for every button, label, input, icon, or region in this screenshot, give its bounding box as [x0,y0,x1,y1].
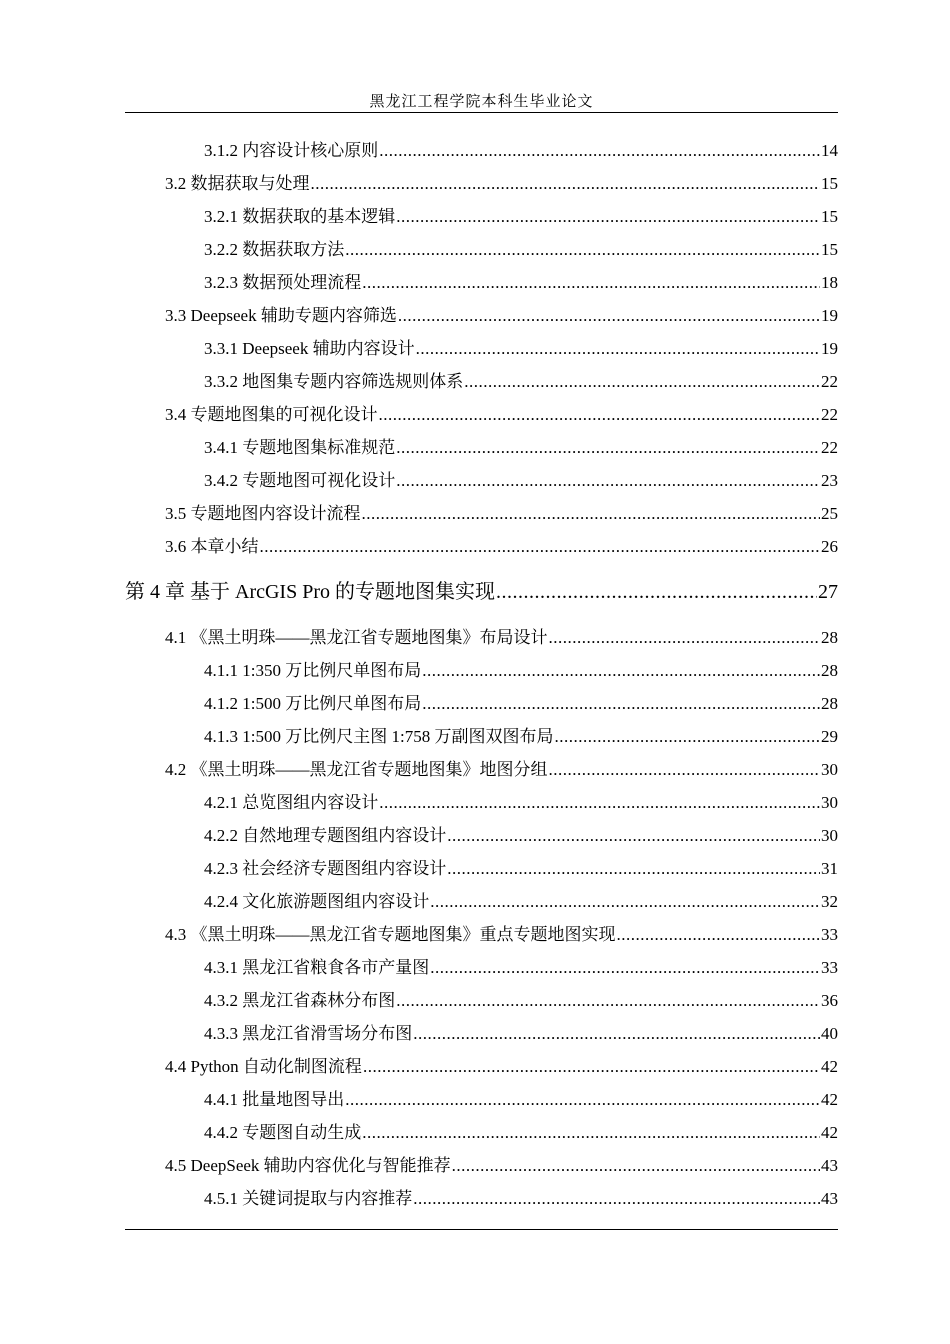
toc-dot-leader [396,200,820,233]
toc-page-number: 22 [821,372,838,391]
toc-dot-leader [430,951,820,984]
toc-entry[interactable] [125,332,838,365]
toc-entry-title: 第 4 章 基于 ArcGIS Pro 的专题地图集实现 [125,581,495,603]
header-rule [125,112,838,113]
toc-dot-leader [260,530,821,563]
toc-dot-leader [422,654,820,687]
toc-entry[interactable] [125,530,838,563]
toc-dot-leader [362,266,820,299]
toc-page-number: 40 [821,1024,838,1043]
toc-entry-title: 4.3.1 黑龙江省粮食各市产量图 [204,958,430,977]
toc-dot-leader [362,1116,820,1149]
toc-dot-leader [396,431,820,464]
toc-dot-leader [554,720,820,753]
toc-page-number: 42 [821,1057,838,1076]
toc-page-number: 33 [821,958,838,977]
toc-dot-leader [396,984,820,1017]
toc-entry[interactable] [125,621,838,654]
toc-page-number: 43 [821,1189,838,1208]
toc-dot-leader [416,332,820,365]
toc-entry-title: 3.2.3 数据预处理流程 [204,273,362,292]
toc-entry[interactable] [125,786,838,819]
toc-entry-title: 3.3.2 地图集专题内容筛选规则体系 [204,372,464,391]
toc-entry[interactable] [125,233,838,266]
toc-entry-title: 3.2.2 数据获取方法 [204,240,345,259]
toc-page-number: 43 [821,1156,838,1175]
toc-entry[interactable] [125,951,838,984]
toc-entry[interactable] [125,753,838,786]
toc-entry-title: 4.2.2 自然地理专题图组内容设计 [204,826,447,845]
toc-entry-title: 3.4.2 专题地图可视化设计 [204,471,396,490]
toc-dot-leader [549,753,821,786]
toc-dot-leader [430,885,820,918]
toc-dot-leader [345,1083,820,1116]
toc-entry[interactable] [125,299,838,332]
toc-dot-leader [379,786,820,819]
toc-dot-leader [549,621,821,654]
toc-entry-title: 4.2 《黑土明珠——黑龙江省专题地图集》地图分组 [165,760,548,779]
toc-entry[interactable] [125,1017,838,1050]
toc-page-number: 42 [821,1090,838,1109]
toc-entry[interactable] [125,1182,838,1215]
toc-page-number: 22 [821,405,838,424]
table-of-contents [125,134,838,1215]
toc-entry-title: 4.4.2 专题图自动生成 [204,1123,362,1142]
toc-page-number: 28 [821,628,838,647]
toc-entry-title: 4.1.1 1:350 万比例尺单图布局 [204,661,422,680]
toc-entry[interactable] [125,720,838,753]
toc-dot-leader [379,134,820,167]
toc-page-number: 29 [821,727,838,746]
toc-page-number: 15 [821,174,838,193]
toc-entry-title: 4.2.3 社会经济专题图组内容设计 [204,859,447,878]
toc-page-number: 25 [821,504,838,523]
toc-entry[interactable] [125,1083,838,1116]
toc-page-number: 23 [821,471,838,490]
toc-entry[interactable] [125,852,838,885]
toc-dot-leader [362,497,821,530]
toc-entry[interactable] [125,918,838,951]
toc-dot-leader [413,1182,820,1215]
toc-entry-title: 4.1 《黑土明珠——黑龙江省专题地图集》布局设计 [165,628,548,647]
toc-entry[interactable] [125,200,838,233]
toc-page-number: 31 [821,859,838,878]
toc-page-number: 27 [818,581,838,603]
toc-entry-title: 4.2.4 文化旅游题图组内容设计 [204,892,430,911]
toc-dot-leader [452,1149,820,1182]
toc-entry-title: 3.6 本章小结 [165,537,259,556]
running-header: 黑龙江工程学院本科生毕业论文 [369,94,594,110]
toc-page-number: 19 [821,306,838,325]
toc-dot-leader [311,167,821,200]
toc-dot-leader [447,852,820,885]
toc-entry[interactable] [125,497,838,530]
toc-page-number: 33 [821,925,838,944]
toc-entry-title: 3.4.1 专题地图集标准规范 [204,438,396,457]
toc-entry-title: 3.3 Deepseek 辅助专题内容筛选 [165,306,397,325]
toc-page-number: 26 [821,537,838,556]
toc-page-number: 19 [821,339,838,358]
toc-entry[interactable] [125,134,838,167]
toc-page-number: 30 [821,793,838,812]
toc-dot-leader [398,299,820,332]
toc-dot-leader [447,819,820,852]
toc-entry[interactable] [125,1050,838,1083]
footer-rule [125,1229,838,1230]
toc-page-number: 18 [821,273,838,292]
toc-entry-title: 3.3.1 Deepseek 辅助内容设计 [204,339,415,358]
toc-entry[interactable] [125,365,838,398]
toc-page-number: 30 [821,826,838,845]
toc-entry[interactable] [125,654,838,687]
toc-dot-leader [464,365,820,398]
toc-entry-title: 3.2 数据获取与处理 [165,174,310,193]
toc-entry[interactable] [125,398,838,431]
toc-dot-leader [617,918,821,951]
toc-entry[interactable] [125,1116,838,1149]
toc-entry-title: 4.3.3 黑龙江省滑雪场分布图 [204,1024,413,1043]
toc-page-number: 42 [821,1123,838,1142]
toc-entry[interactable] [125,464,838,497]
toc-entry-title: 4.5.1 关键词提取与内容推荐 [204,1189,413,1208]
toc-entry-title: 4.3 《黑土明珠——黑龙江省专题地图集》重点专题地图实现 [165,925,616,944]
toc-entry[interactable] [125,819,838,852]
toc-entry[interactable] [125,431,838,464]
toc-dot-leader [396,464,820,497]
toc-entry-title: 4.1.3 1:500 万比例尺主图 1:758 万副图双图布局 [204,727,554,746]
toc-entry-title: 3.2.1 数据获取的基本逻辑 [204,207,396,226]
toc-entry[interactable] [125,1149,838,1182]
toc-dot-leader [345,233,820,266]
toc-entry-title: 3.1.2 内容设计核心原则 [204,141,379,160]
toc-page-number: 22 [821,438,838,457]
toc-entry[interactable] [125,167,838,200]
toc-page-number: 30 [821,760,838,779]
toc-page-number: 32 [821,892,838,911]
toc-chapter-entry[interactable] [125,563,838,621]
toc-entry-title: 3.5 专题地图内容设计流程 [165,504,361,523]
toc-entry-title: 4.4.1 批量地图导出 [204,1090,345,1109]
toc-entry-title: 4.1.2 1:500 万比例尺单图布局 [204,694,422,713]
toc-entry[interactable] [125,687,838,720]
toc-dot-leader [496,563,817,621]
toc-entry[interactable] [125,984,838,1017]
toc-page-number: 14 [821,141,838,160]
toc-page-number: 28 [821,694,838,713]
toc-entry-title: 4.4 Python 自动化制图流程 [165,1057,362,1076]
toc-entry-title: 4.2.1 总览图组内容设计 [204,793,379,812]
toc-dot-leader [379,398,821,431]
toc-page-number: 28 [821,661,838,680]
toc-dot-leader [422,687,820,720]
toc-page-number: 15 [821,207,838,226]
toc-entry[interactable] [125,266,838,299]
toc-page-number: 15 [821,240,838,259]
toc-entry-title: 4.3.2 黑龙江省森林分布图 [204,991,396,1010]
toc-dot-leader [413,1017,820,1050]
toc-dot-leader [363,1050,820,1083]
toc-entry-title: 3.4 专题地图集的可视化设计 [165,405,378,424]
toc-entry-title: 4.5 DeepSeek 辅助内容优化与智能推荐 [165,1156,451,1175]
toc-entry[interactable] [125,885,838,918]
toc-page-number: 36 [821,991,838,1010]
